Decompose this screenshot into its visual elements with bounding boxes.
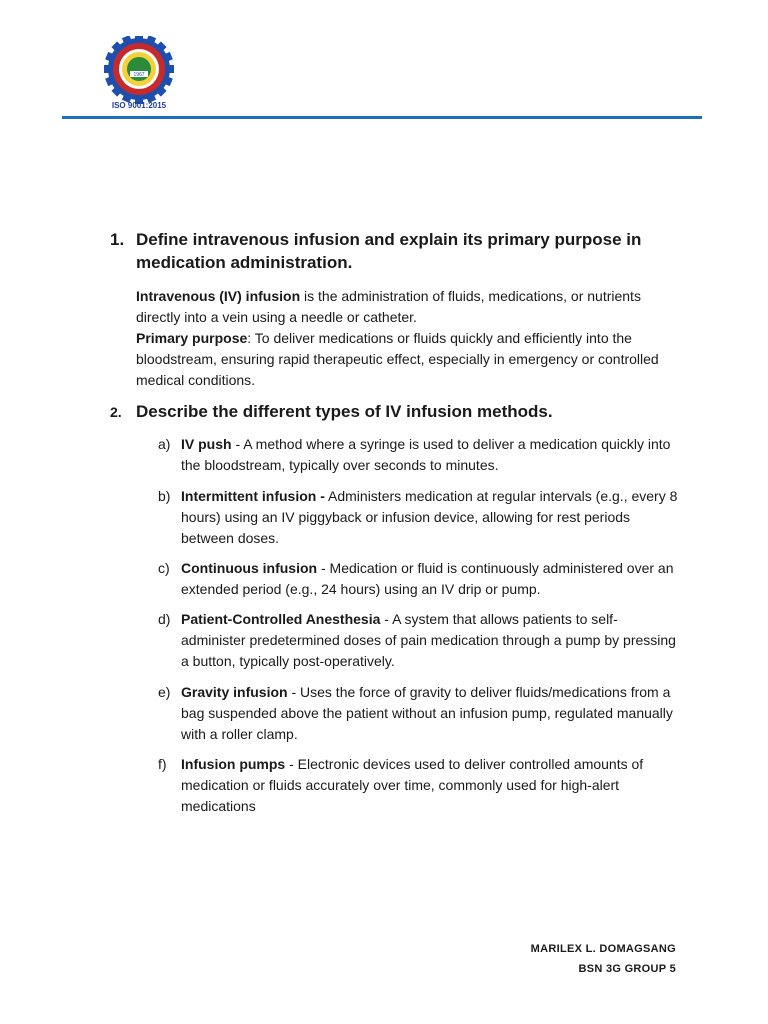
item-term: Intermittent infusion - (181, 488, 325, 504)
answer-1-term-2: Primary purpose (136, 330, 248, 346)
list-marker: a) (158, 436, 171, 452)
item-term: Patient-Controlled Anesthesia (181, 611, 381, 627)
author-name: MARILEX L. DOMAGSANG (530, 943, 676, 955)
list-marker: f) (158, 756, 167, 772)
item-term: Infusion pumps (181, 756, 286, 772)
header-rule (62, 116, 702, 119)
answer-1 (136, 286, 684, 391)
list-marker: e) (158, 684, 171, 700)
question-1-text: Define intravenous infusion and explain its primary purpose in medication administration. (136, 230, 642, 272)
item-term: Continuous infusion (181, 560, 318, 576)
item-desc: - A system that allows patients to self-administer predetermined doses of pain medication through a pump by pressing a button, typically post-operatively. (181, 611, 676, 669)
iso-label: ISO 9001:2015 (111, 101, 167, 110)
item-desc: - Medication or fluid is continuously administered over an extended period (e.g., 24 hours) using an IV drip or pump. (181, 560, 674, 597)
item-desc: Administers medication at regular intervals (e.g., every 8 hours) using an IV piggyback or infusion device, allowing for rest periods between doses. (181, 488, 678, 546)
list-marker: d) (158, 611, 171, 627)
school-logo (100, 36, 178, 114)
answer-1-def-1: is the administration of fluids, medications, or nutrients directly into a vein using a needle or catheter. (136, 288, 641, 325)
item-desc: - Uses the force of gravity to deliver fluids/medications from a bag suspended above the patient without an infusion pump, regulated manually with a roller clamp. (181, 684, 673, 742)
answer-1-term-1: Intravenous (IV) infusion (136, 288, 301, 304)
item-term: Gravity infusion (181, 684, 288, 700)
logo-year: 1967 (133, 72, 145, 78)
answer-1-def-2: : To deliver medications or fluids quickly and efficiently into the bloodstream, ensuring rapid therapeutic effect, especially in emergency or controlled medical conditions. (136, 330, 659, 388)
item-desc: - A method where a syringe is used to deliver a medication quickly into the bloodstream, typically over seconds to minutes. (181, 436, 671, 473)
question-2-number: 2. (110, 404, 122, 420)
list-marker: c) (158, 560, 170, 576)
author-group: BSN 3G GROUP 5 (578, 963, 676, 975)
item-desc: - Electronic devices used to deliver controlled amounts of medication or fluids accurately over time, commonly used for high-alert medications (181, 756, 644, 814)
list-marker: b) (158, 488, 171, 504)
item-term: IV push (181, 436, 232, 452)
question-1-number: 1. (110, 230, 125, 249)
question-2-text: Describe the different types of IV infusion methods. (136, 402, 553, 421)
